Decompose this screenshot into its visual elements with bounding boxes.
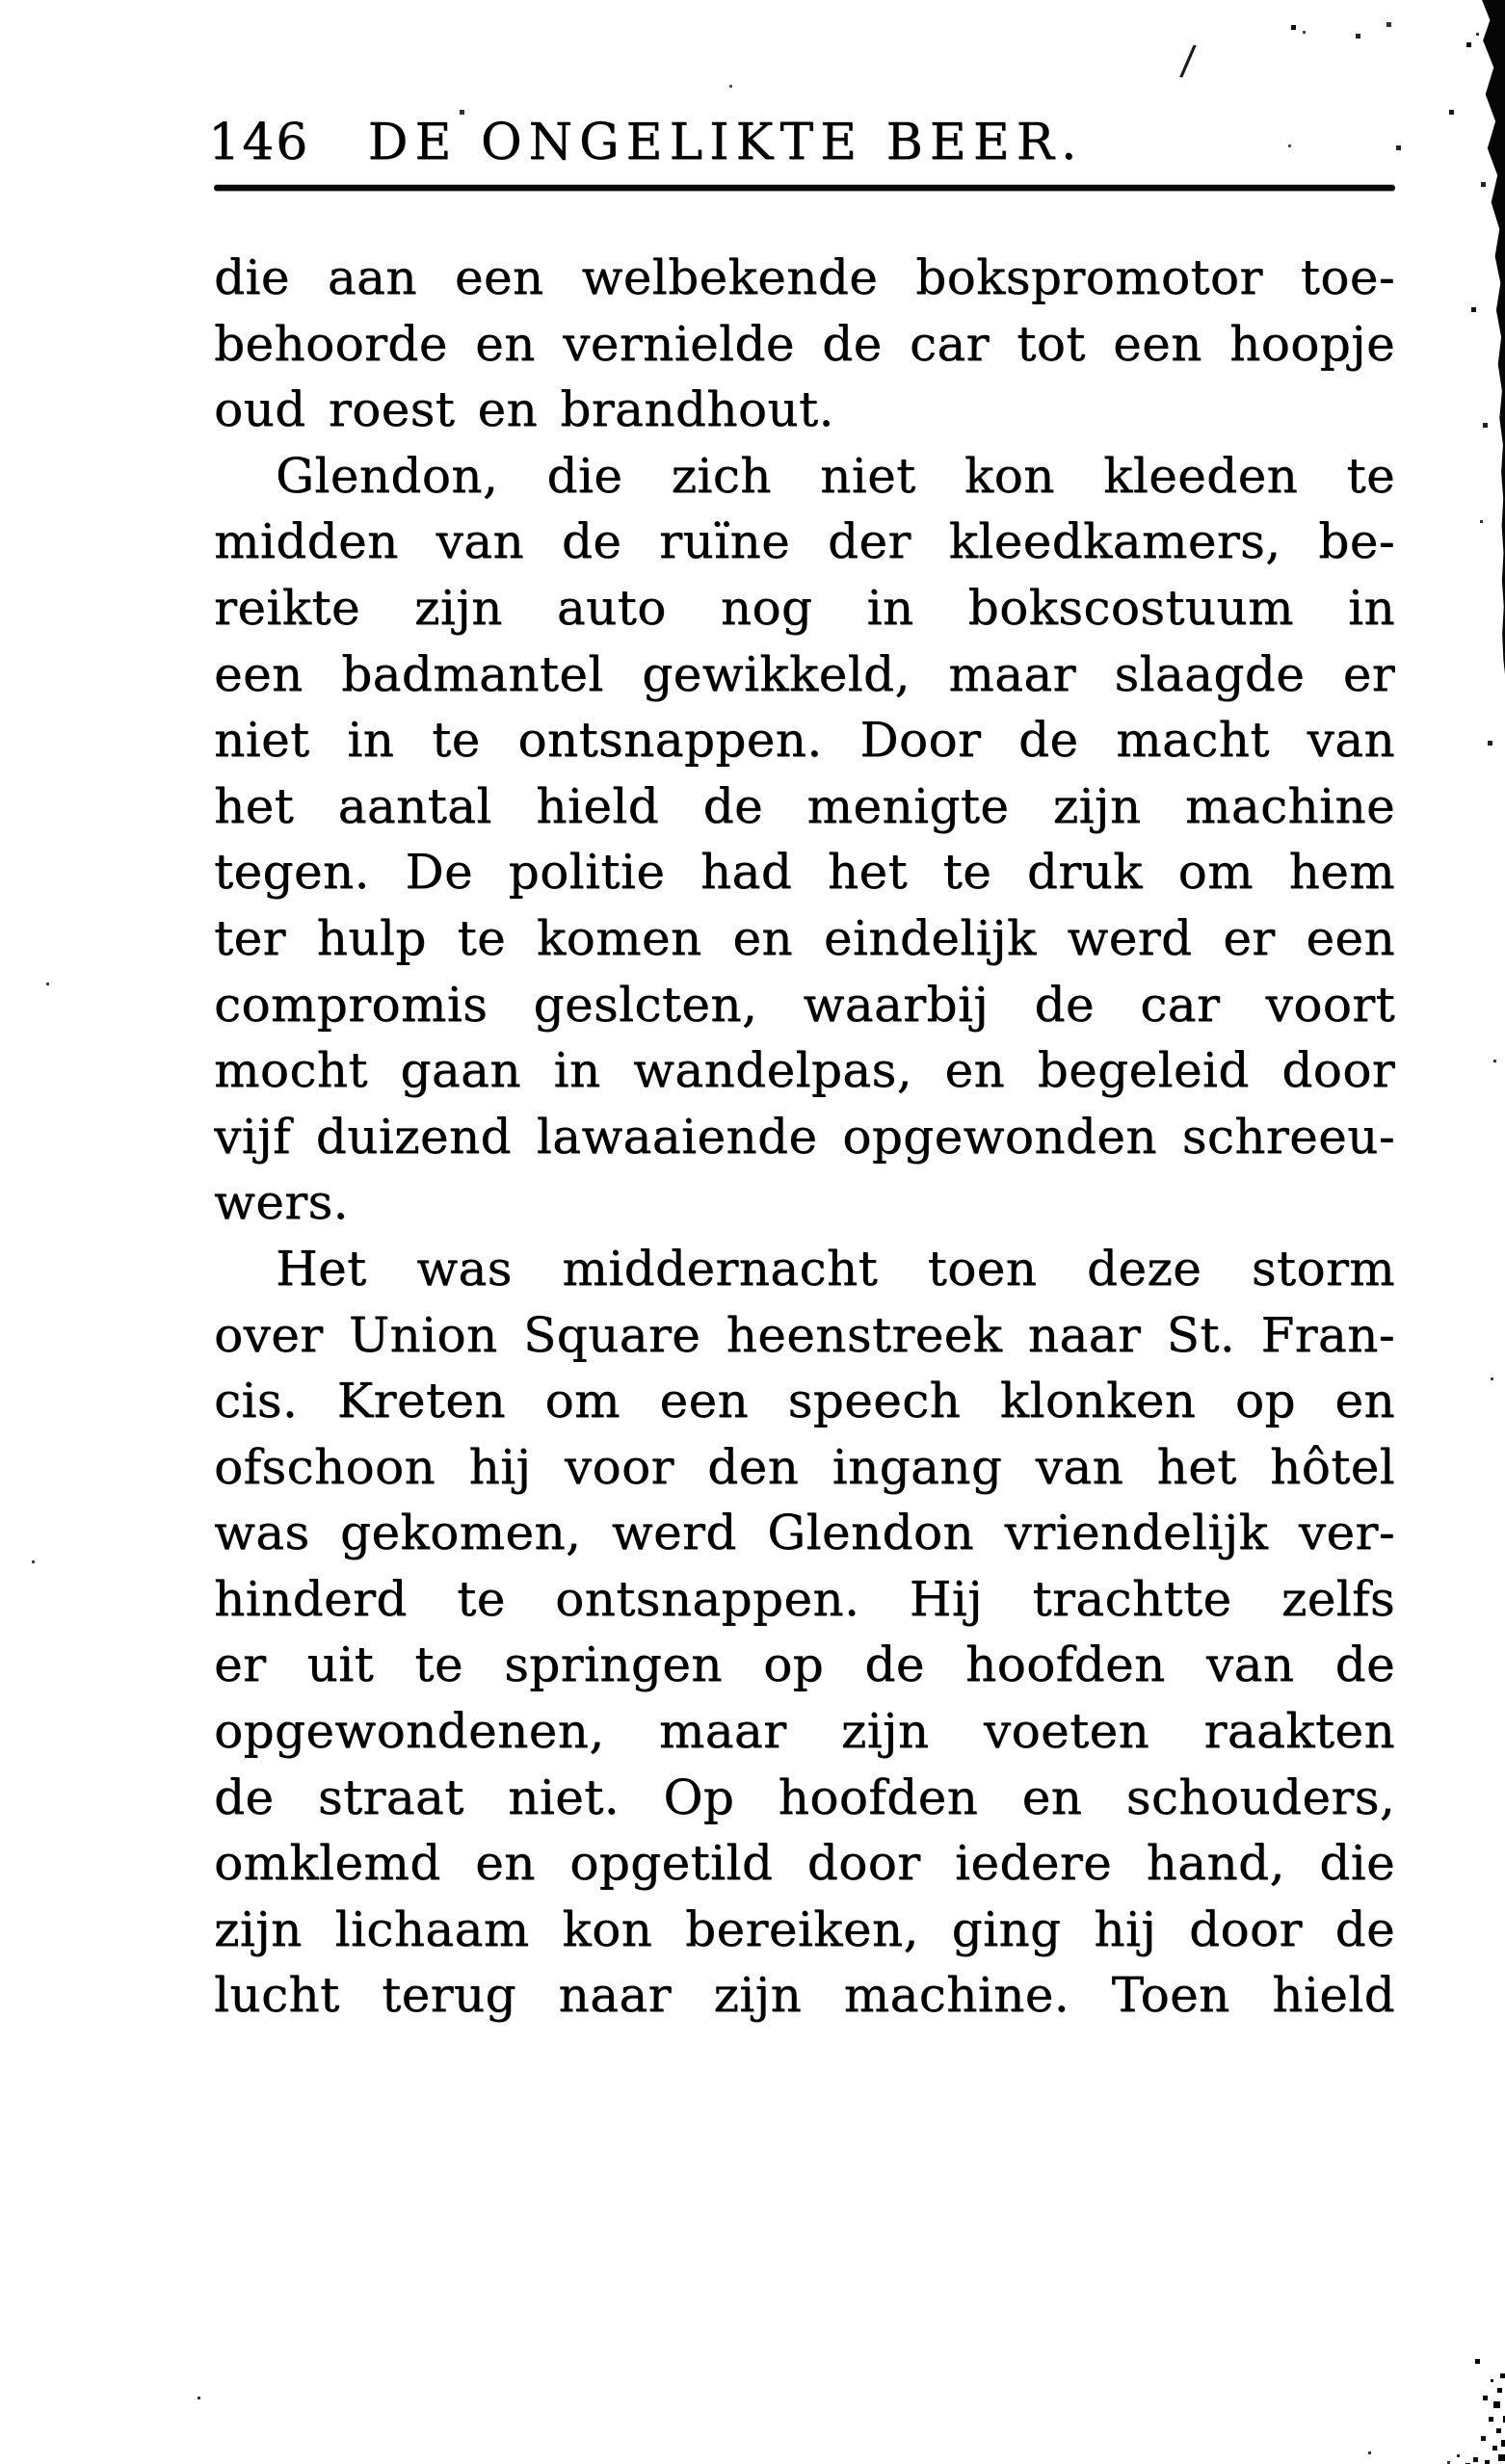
text-line: tegen. De politie had het te druk om hem (214, 844, 1395, 901)
text-line: was gekomen, werd Glendon vriendelijk ver- (214, 1505, 1395, 1561)
text-line: wers. (214, 1174, 349, 1231)
scan-specks-bottom-right (1418, 2350, 1421, 2353)
page-title: DE ONGELIKTE BEER. (367, 114, 1084, 171)
text-line: het aantal hield de menigte zijn machine (214, 777, 1395, 834)
text-line: vijf duizend lawaaiende opgewonden schreeu- (214, 1108, 1395, 1165)
text-line: opgewondenen, maar zijn voeten raakten (214, 1703, 1395, 1760)
header-rule (214, 185, 1395, 191)
scan-specks-top-right (1253, 19, 1255, 22)
page-number: 146 (208, 114, 310, 171)
text-line: de straat niet. Op hoofden en schouders, (214, 1769, 1395, 1825)
text-line: lucht terug naar zijn machine. Toen hield (214, 1967, 1395, 2024)
text-line: oud roest en brandhout. (214, 381, 834, 438)
text-line: behoorde en vernielde de car tot een hoopje (214, 315, 1395, 372)
right-edge-scan-noise (1480, 0, 1505, 674)
scan-slash-artifact: / (1178, 36, 1198, 85)
text-line: omklemd en opgetild door iedere hand, die (214, 1835, 1395, 1892)
text-line: Het was middernacht toen deze storm (276, 1240, 1395, 1297)
text-line: compromis geslcten, waarbij de car voort (214, 976, 1395, 1033)
text-line: Glendon, die zich niet kon kleeden te (276, 447, 1395, 504)
text-line: zijn lichaam kon bereiken, ging hij door de (214, 1900, 1395, 1957)
scan-specks-stray (0, 0, 3, 3)
text-line: hinderd te ontsnappen. Hij trachtte zelfs (214, 1570, 1395, 1627)
text-line: cis. Kreten om een speech klonken op en (214, 1373, 1395, 1429)
running-head (208, 114, 1395, 175)
text-line: over Union Square heenstreek naar St. Fran- (214, 1306, 1395, 1363)
body-text (214, 245, 1395, 2029)
text-line: mocht gaan in wandelpas, en begeleid door (214, 1042, 1395, 1099)
text-line: een badmantel gewikkeld, maar slaagde er (214, 645, 1395, 702)
text-line: reikte zijn auto nog in bokscostuum in (214, 579, 1395, 636)
text-line: die aan een welbekende bokspromotor toe- (214, 249, 1395, 305)
text-line: midden van de ruïne der kleedkamers, be- (214, 513, 1395, 570)
text-line: ter hulp te komen en eindelijk werd er een (214, 909, 1395, 966)
text-line: er uit te springen op de hoofden van de (214, 1637, 1395, 1693)
text-line: ofschoon hij voor den ingang van het hôtel (214, 1438, 1395, 1495)
text-line: niet in te ontsnappen. Door de macht van (214, 712, 1395, 769)
